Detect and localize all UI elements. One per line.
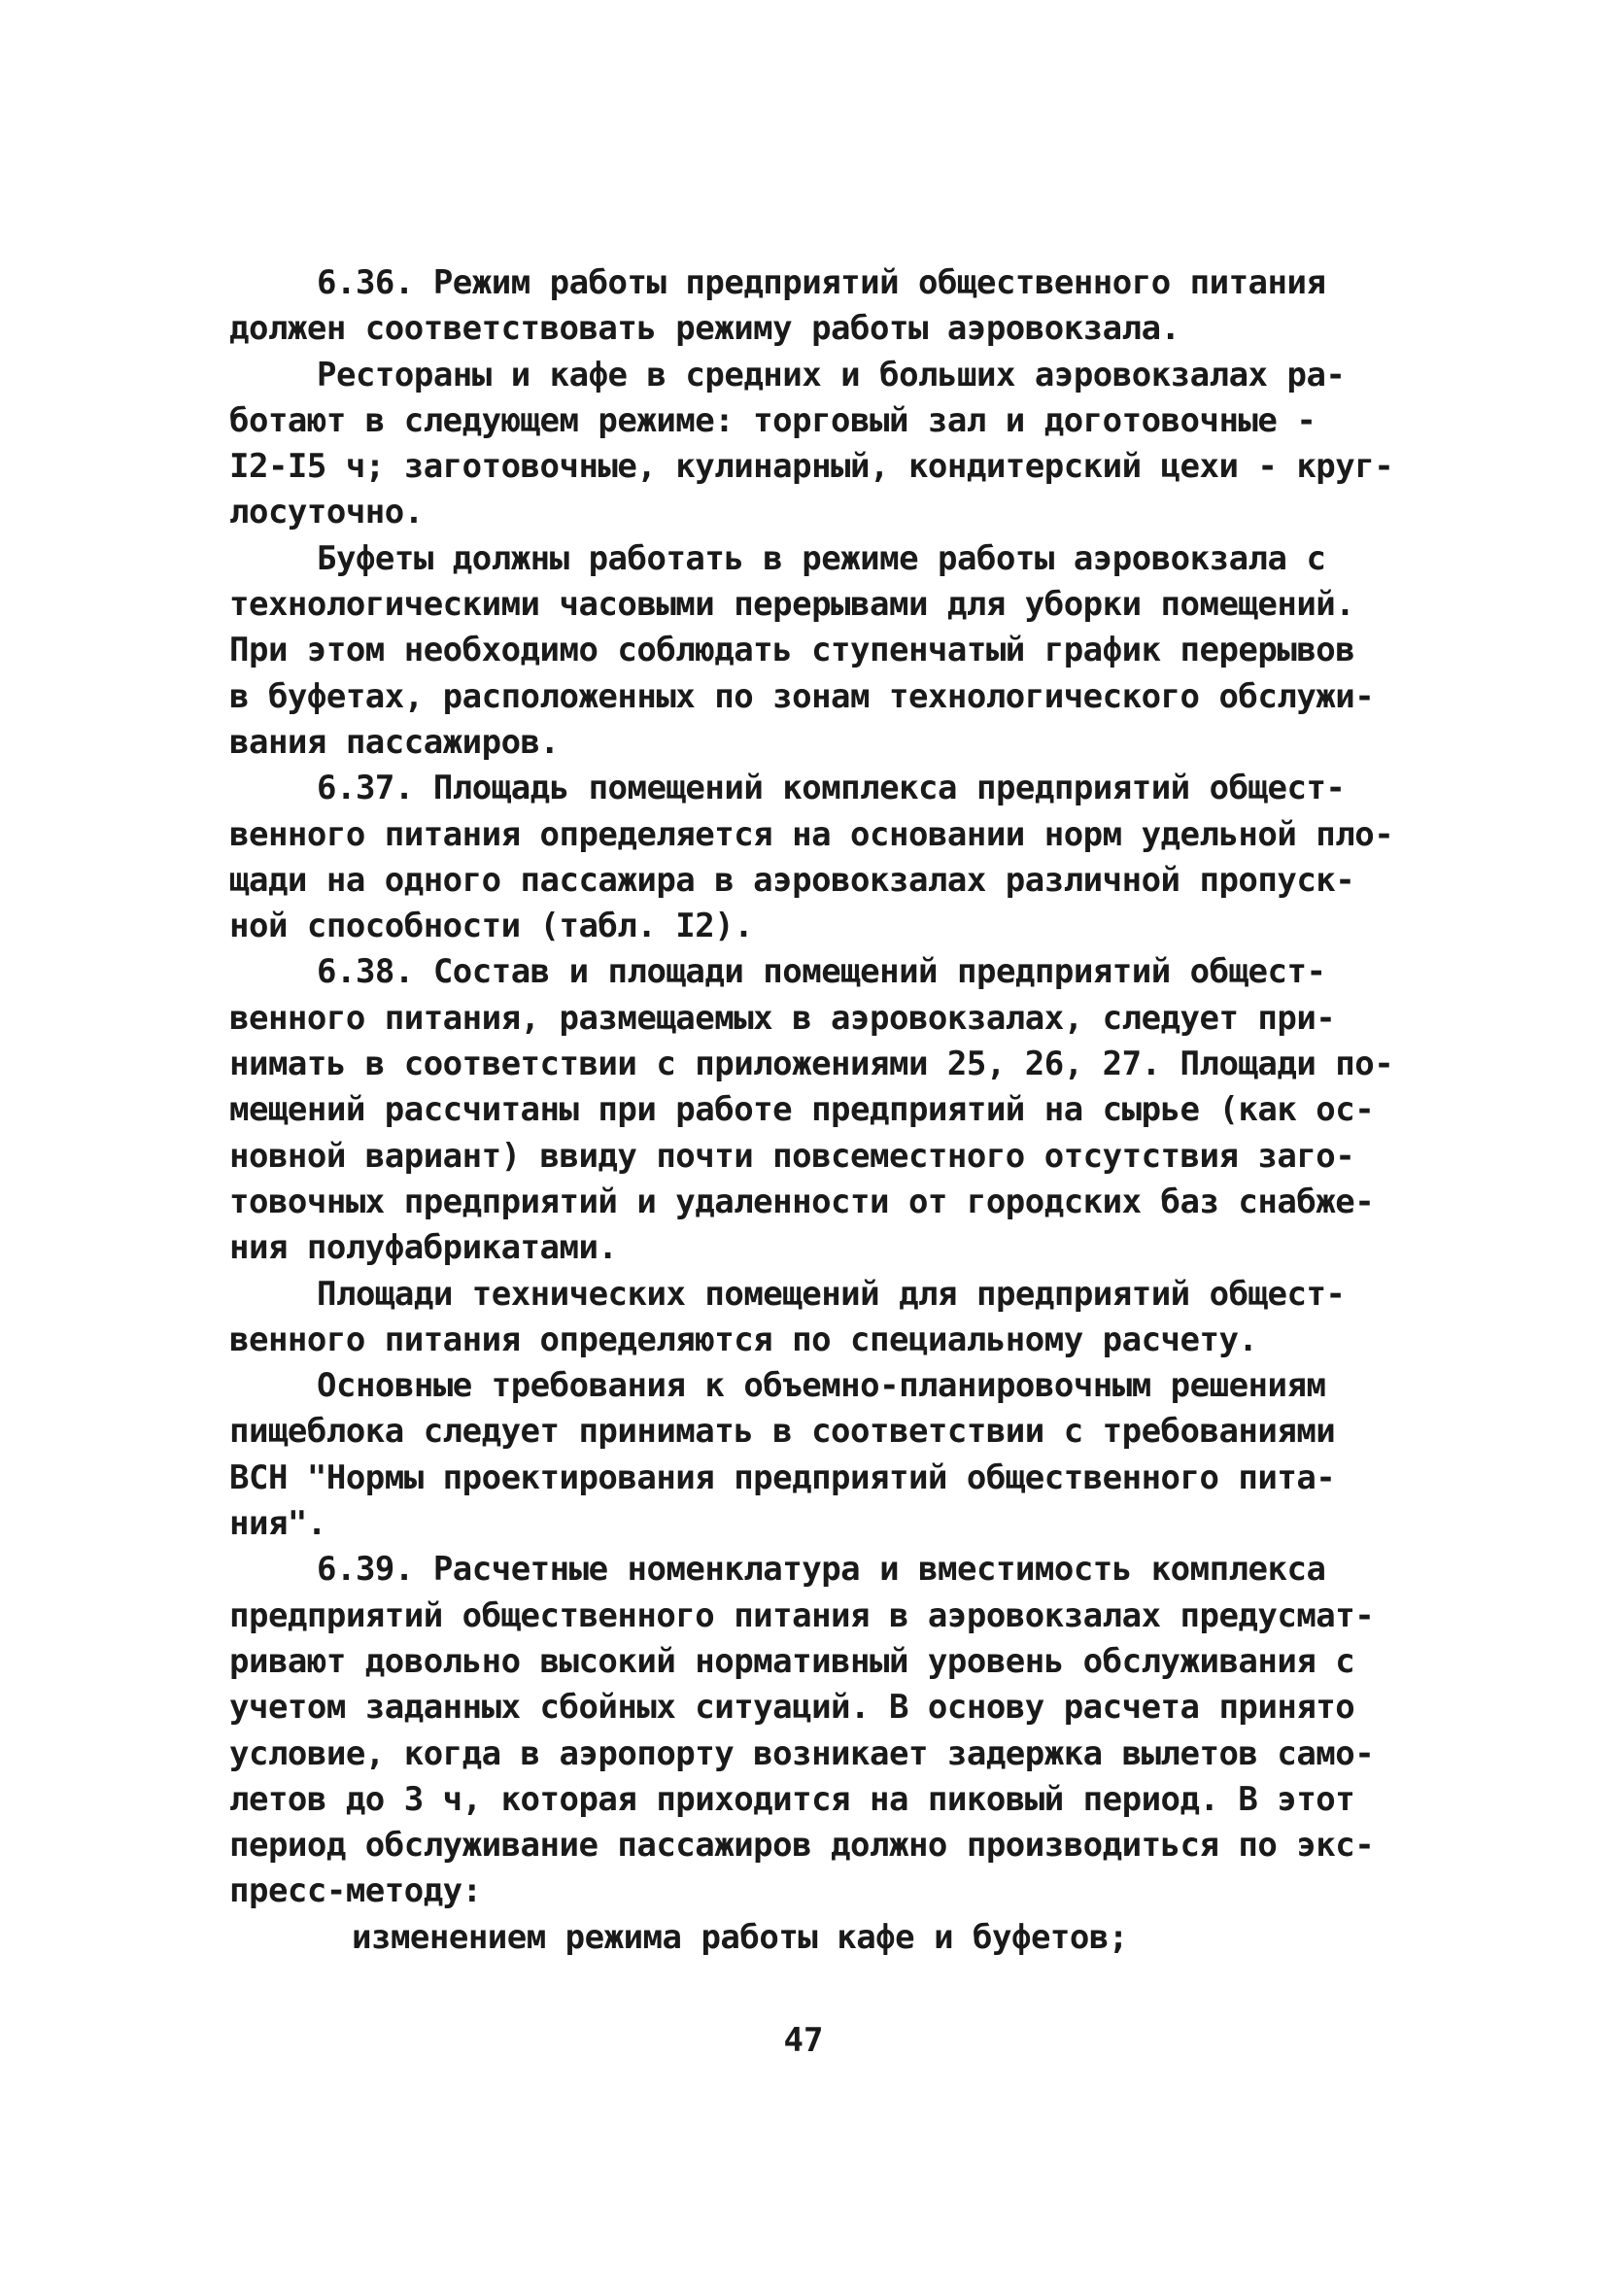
text-line: нимать в соответствии с приложениями 25, 26, 27. Площади по- [229, 1045, 1394, 1084]
document-body [229, 260, 1394, 1961]
text-line: 6.39. Расчетные номенклатура и вместимость комплекса [317, 1550, 1326, 1590]
text-line: пищеблока следует принимать в соответствии с требованиями [229, 1412, 1336, 1452]
paragraph [229, 1547, 1375, 1914]
paragraph [229, 260, 1362, 353]
text-line: в буфетах, расположенных по зонам технологического обслужи- [229, 676, 1375, 716]
text-line: мещений рассчитаны при работе предприятий на сырье (как ос- [229, 1090, 1375, 1130]
text-line: 6.38. Состав и площади помещений предприятий общест- [317, 952, 1326, 992]
text-line: изменением режима работы кафе и буфетов; [352, 1917, 1128, 1957]
text-line: учетом заданных сбойных ситуаций. В основу расчета принято [229, 1688, 1355, 1728]
text-line: пресс-методу: [229, 1871, 482, 1911]
page-number: 47 [783, 2021, 824, 2060]
paragraph [229, 536, 1375, 766]
text-line: Основные требования к объемно-планировочным решениям [317, 1366, 1326, 1406]
paragraph [229, 1272, 1362, 1364]
paragraph [229, 353, 1394, 536]
text-line: Буфеты должны работать в режиме работы аэровокзала с [317, 538, 1326, 578]
text-line: 6.36. Режим работы предприятий общественного питания [317, 263, 1326, 302]
text-line: I2-I5 ч; заготовочные, кулинарный, кондитерский цехи - круг- [229, 447, 1394, 487]
text-line: вания пассажиров. [229, 722, 560, 762]
text-line: 6.37. Площадь помещений комплекса предприятий общест- [317, 769, 1346, 808]
paragraph [229, 1363, 1362, 1547]
text-line: ной способности (табл. I2). [229, 907, 754, 946]
text-line: венного питания определяются по специальному расчету. [229, 1319, 1258, 1359]
text-line: новной вариант) ввиду почти повсеместного отсутствия заго- [229, 1136, 1355, 1176]
text-line: летов до 3 ч, которая приходится на пиковый период. В этот [229, 1779, 1355, 1819]
text-line: должен соответствовать режиму работы аэровокзала. [229, 309, 1180, 349]
text-line: венного питания определяется на основании норм удельной пло- [229, 814, 1394, 854]
paragraph [229, 949, 1394, 1271]
text-line: При этом необходимо соблюдать ступенчатый график перерывов [229, 631, 1355, 670]
text-line: технологическими часовыми перерывами для уборки помещений. [229, 585, 1355, 625]
text-line: период обслуживание пассажиров должно производиться по экс- [229, 1826, 1375, 1866]
text-line: ривают довольно высокий нормативный уровень обслуживания с [229, 1641, 1355, 1681]
text-line: ния". [229, 1504, 326, 1544]
text-line: предприятий общественного питания в аэровокзалах предусмат- [229, 1595, 1375, 1635]
text-line: условие, когда в аэропорту возникает задержка вылетов само- [229, 1733, 1375, 1773]
text-line: лосуточно. [229, 493, 424, 532]
text-line: товочных предприятий и удаленности от городских баз снабже- [229, 1182, 1375, 1221]
text-line: ВСН "Нормы проектирования предприятий общественного пита- [229, 1457, 1336, 1497]
text-line: ния полуфабрикатами. [229, 1228, 618, 1268]
text-line: венного питания, размещаемых в аэровокзалах, следует при- [229, 998, 1336, 1038]
text-line: ботают в следующем режиме: торговый зал и доготовочные - [229, 400, 1316, 440]
text-line: щади на одного пассажира в аэровокзалах различной пропуск- [229, 860, 1355, 900]
paragraph [229, 766, 1394, 949]
text-line: Площади технических помещений для предприятий общест- [317, 1274, 1346, 1314]
text-line: Рестораны и кафе в средних и больших аэровокзалах ра- [317, 355, 1346, 394]
paragraph [229, 1915, 1362, 1961]
